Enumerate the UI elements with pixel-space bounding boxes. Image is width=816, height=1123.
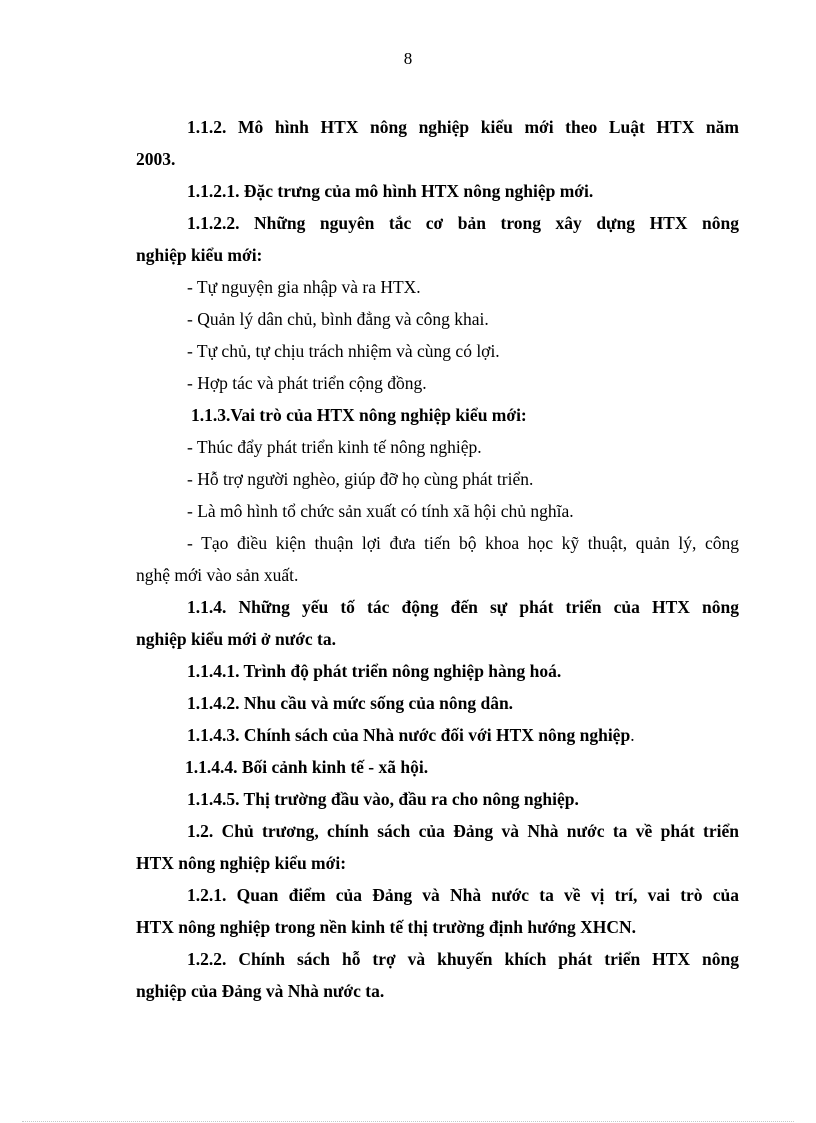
heading-1-2-line1: 1.2. Chủ trương, chính sách của Đảng và Nhà nước ta về phát triển (187, 821, 739, 841)
heading-1-1-4-3-period: . (630, 725, 635, 745)
heading-1-1-4-line2: nghiệp kiểu mới ở nước ta. (136, 629, 337, 649)
heading-1-1-2-2-line1: 1.1.2.2. Những nguyên tắc cơ bản trong xây dựng HTX nông (187, 213, 739, 233)
heading-1-2-2-line2: nghiệp của Đảng và Nhà nước ta. (136, 981, 385, 1001)
heading-1-2-1-line1: 1.2.1. Quan điểm của Đảng và Nhà nước ta về vị trí, vai trò của (187, 885, 739, 905)
heading-1-1-4-3 (187, 724, 635, 746)
heading-1-2-line2: HTX nông nghiệp kiểu mới: (136, 853, 347, 873)
heading-1-2-2-line1: 1.2.2. Chính sách hỗ trợ và khuyến khích phát triển HTX nông (187, 949, 739, 969)
heading-1-1-2-line2: 2003. (136, 149, 176, 169)
list-item: - Thúc đẩy phát triển kinh tế nông nghiệp. (187, 437, 482, 457)
heading-1-2-1-line2: HTX nông nghiệp trong nền kinh tế thị trường định hướng XHCN. (136, 917, 637, 937)
list-item: - Là mô hình tổ chức sản xuất có tính xã hội chủ nghĩa. (187, 501, 574, 521)
list-item-line2: nghệ mới vào sản xuất. (136, 565, 299, 585)
page-number: 8 (403, 49, 413, 68)
heading-1-1-4-line1: 1.1.4. Những yếu tố tác động đến sự phát triển của HTX nông (187, 597, 739, 617)
list-item: - Tự nguyện gia nhập và ra HTX. (187, 277, 421, 297)
list-item-line1: - Tạo điều kiện thuận lợi đưa tiến bộ khoa học kỹ thuật, quản lý, công (187, 533, 739, 553)
list-item: - Hỗ trợ người nghèo, giúp đỡ họ cùng phát triển. (187, 469, 534, 489)
list-item: - Quản lý dân chủ, bình đẳng và công khai. (187, 309, 489, 329)
heading-1-1-2-1: 1.1.2.1. Đặc trưng của mô hình HTX nông nghiệp mới. (187, 181, 594, 201)
list-item: - Tự chủ, tự chịu trách nhiệm và cùng có lợi. (187, 341, 500, 361)
heading-1-1-4-2: 1.1.4.2. Nhu cầu và mức sống của nông dân. (187, 693, 514, 713)
heading-1-1-2-line1: 1.1.2. Mô hình HTX nông nghiệp kiểu mới theo Luật HTX năm (187, 117, 739, 137)
page-bottom-divider (22, 1121, 794, 1122)
heading-1-1-4-1: 1.1.4.1. Trình độ phát triển nông nghiệp hàng hoá. (187, 661, 562, 681)
heading-1-1-2-2-line2: nghiệp kiểu mới: (136, 245, 263, 265)
heading-1-1-4-4: 1.1.4.4. Bối cảnh kinh tế - xã hội. (185, 757, 429, 777)
heading-1-1-4-3-text: 1.1.4.3. Chính sách của Nhà nước đối với HTX nông nghiệp (187, 725, 631, 745)
heading-1-1-4-5: 1.1.4.5. Thị trường đầu vào, đầu ra cho nông nghiệp. (187, 789, 579, 809)
heading-1-1-3: 1.1.3.Vai trò của HTX nông nghiệp kiểu mới: (191, 405, 527, 425)
list-item: - Hợp tác và phát triển cộng đồng. (187, 373, 427, 393)
